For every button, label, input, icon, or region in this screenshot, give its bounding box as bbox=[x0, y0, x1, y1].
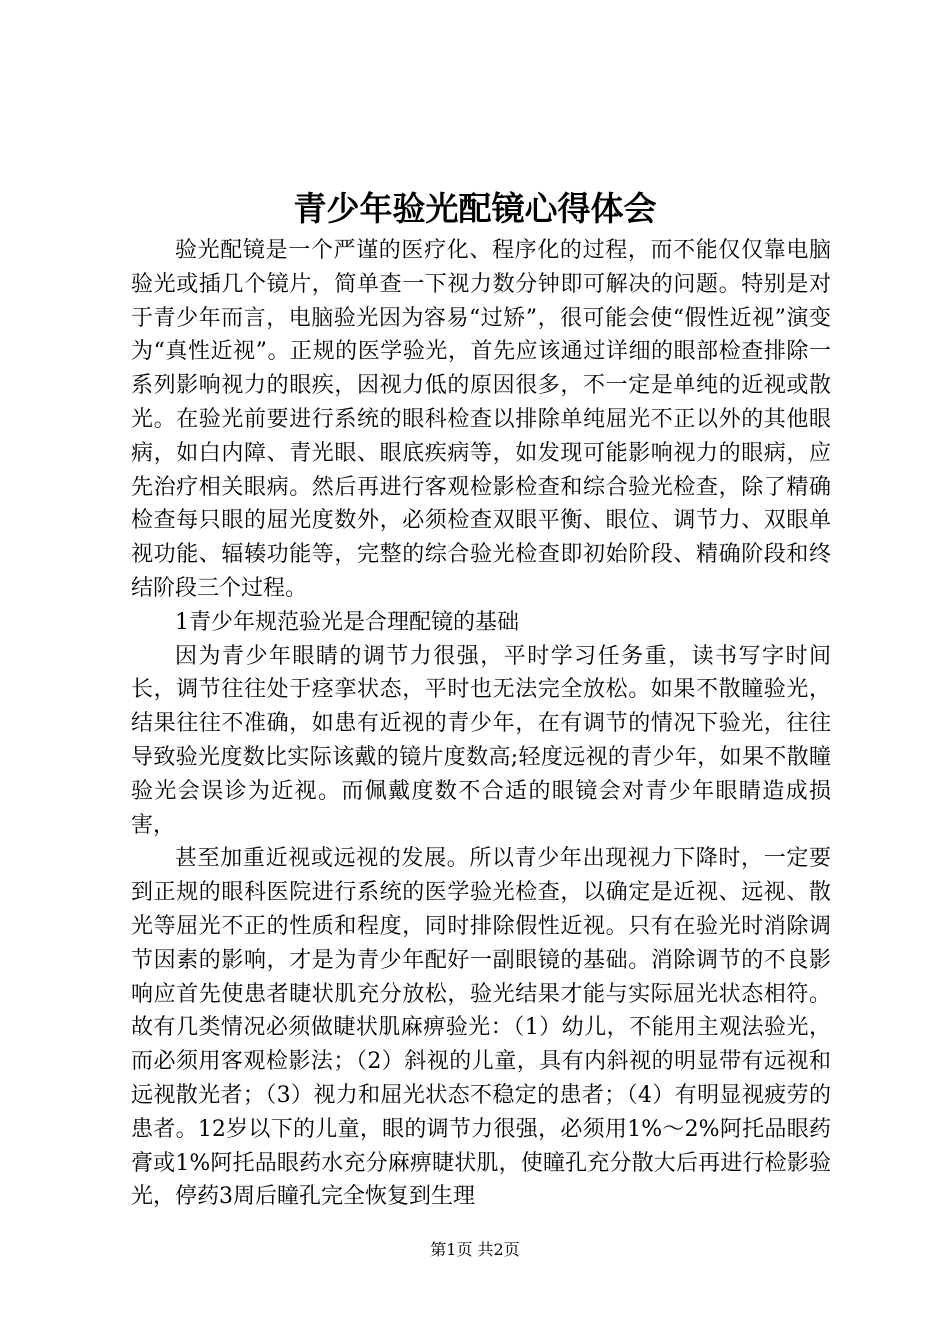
intro-paragraph: 验光配镜是一个严谨的医疗化、程序化的过程，而不能仅仅靠电脑验光或插几个镜片，简单查一下视力数分钟即可解决的问题。特别是对于青少年而言，电脑验光因为容易“过矫”，很可能会使“假性近视”演变为“真性近视”。正规的医学验光，首先应该通过详细的眼部检查排除一系列影响视力的眼疾，因视力低的原因很多，不一定是单纯的近视或散光。在验光前要进行系统的眼科检查以排除单纯屈光不正以外的其他眼病，如白内障、青光眼、眼底疾病等，如发现可能影响视力的眼病，应先治疗相关眼病。然后再进行客观检影检查和综合验光检查，除了精确检查每只眼的屈光度数外，必须检查双眼平衡、眼位、调节力、双眼单视功能、辐辏功能等，完整的综合验光检查即初始阶段、精确阶段和终结阶段三个过程。 bbox=[131, 238, 831, 601]
section-paragraph-1: 因为青少年眼睛的调节力很强，平时学习任务重，读书写字时间长，调节往往处于痉挛状态，平时也无法完全放松。如果不散瞳验光，结果往往不准确，如患有近视的青少年，在有调节的情况下验光，往往导致验光度数比实际该戴的镜片度数高;轻度远视的青少年，如果不散瞳验光会误诊为近视。而佩戴度数不合适的眼镜会对青少年眼睛造成损害， bbox=[131, 643, 831, 838]
section-heading: 1青少年规范验光是合理配镜的基础 bbox=[175, 609, 519, 635]
page-number-footer: 第1页 共2页 bbox=[430, 1240, 520, 1259]
document-title: 青少年验光配镜心得体会 bbox=[293, 189, 657, 228]
document-body bbox=[131, 234, 831, 1214]
section-paragraph-2: 甚至加重近视或远视的发展。所以青少年出现视力下降时，一定要到正规的眼科医院进行系统的医学验光检查，以确定是近视、远视、散光等屈光不正的性质和程度，同时排除假性近视。只有在验光时消除调节因素的影响，才是为青少年配好一副眼镜的基础。消除调节的不良影响应首先使患者睫状肌充分放松，验光结果才能与实际屈光状态相符。故有几类情况必须做睫状肌麻痹验光：（1）幼儿，不能用主观法验光，而必须用客观检影法；（2）斜视的儿童，具有内斜视的明显带有远视和远视散光者；（3）视力和屈光状态不稳定的患者；（4）有明显视疲劳的患者。12岁以下的儿童，眼的调节力很强，必须用1%～2%阿托品眼药膏或1%阿托品眼药水充分麻痹睫状肌，使瞳孔充分散大后再进行检影验光，停药3周后瞳孔完全恢复到生理 bbox=[131, 846, 831, 1210]
